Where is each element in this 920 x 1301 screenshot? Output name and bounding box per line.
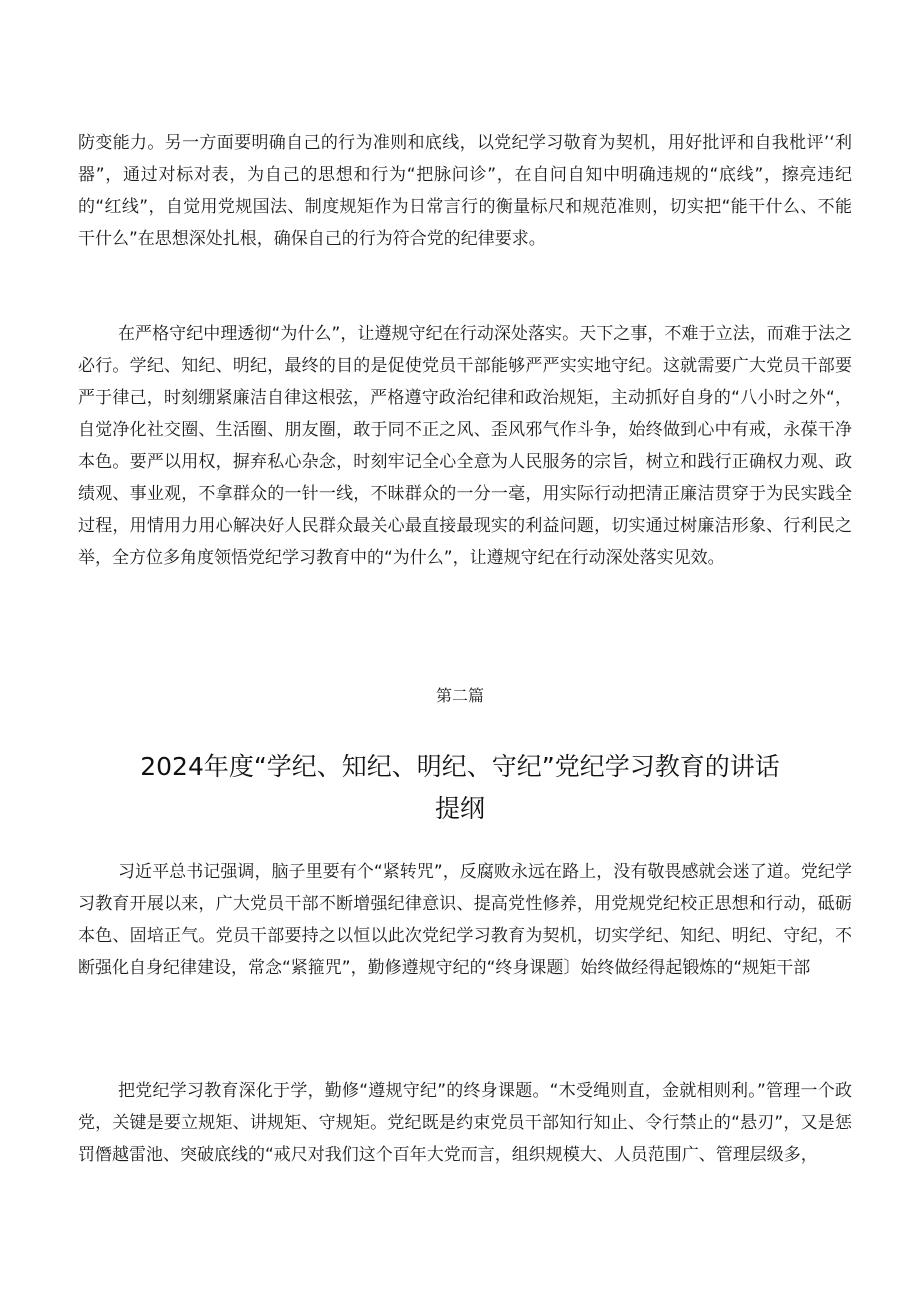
document-title <box>100 746 820 830</box>
title-line-2: 提纲 <box>434 794 485 823</box>
paragraph-why-discipline: 在严格守纪中理透彻“为什么”，让遵规守纪在行动深处落实。天下之事，不难于立法，而难于法之必行。学纪、知纪、明纪，最终的目的是促使党员干部能够严严实实地守纪。这就需要广大党员干部要严于律己，时刻绷紧廉洁自律这根弦，严格遵守政治纪律和政治规矩，主动抓好自身的“八小时之外“，自觉净化社交圈、生活圈、朋友圈，敢于同不正之风、歪风邪气作斗争，始终做到心中有戒，永葆干净本色。要严以用权，摒弃私心杂念，时刻牢记全心全意为人民服务的宗旨，树立和践行正确权力观、政绩观、事业观，不拿群众的一针一线，不昧群众的一分一毫，用实际行动把清正廉洁贯穿于为民实践全过程，用情用力用心解决好人民群众最关心最直接最现实的利益问题，切实通过树廉洁形象、行利民之举，全方位多角度领悟党纪学习教育中的“为什么”，让遵规守纪在行动深处落实见效。 <box>78 324 852 568</box>
paragraph-intro: 习近平总书记强调，脑子里要有个“紧转咒”，反腐败永远在路上，没有敬畏感就会迷了道。党纪学习教育开展以来，广大党员干部不断增强纪律意识、提高党性修养，用党规党纪校正思想和行动，砥砺本色、固培正气。党员干部要持之以恒以此次党纪学习教育为契机，切实学纪、知纪、明纪、守纪，不断强化自身纪律建设，常念“紧箍咒”，勤修遵规守纪的“终身课题〕始终做经得起锻炼的“规矩干部 <box>78 862 852 978</box>
section-label: 第二篇 <box>435 686 484 705</box>
title-line-1: 2024年度“学纪、知纪、明纪、守纪”党纪学习教育的讲话 <box>140 752 780 781</box>
paragraph-deepen-study: 把党纪学习教育深化于学，勤修“遵规守纪”的终身课题。“木受绳则直，金就相则利。”管理一个政党，关键是要立规矩、讲规矩、守规矩。党纪既是约束党员干部知行知止、令行禁止的“悬刃”，又是惩罚僭越雷池、突破底线的“戒尺对我们这个百年大党而言，组织规模大、人员范围广、管理层级多， <box>78 1081 852 1165</box>
paragraph-continuation: 防变能力。另一方面要明确自己的行为准则和底线，以党纪学习敬育为契机，用好批评和自我枇评’‘利器”，通过对标对表，为自己的思想和行为“把脉问诊”，在自问自知中明确违规的“底线”，擦亮违纪的“红线”，自觉用党规国法、制度规矩作为日常言行的衡量标尺和规范准则，切实把“能干什么、不能干什么”在思想深处扎根，确保自己的行为符合党的纪律要求。 <box>78 133 852 249</box>
